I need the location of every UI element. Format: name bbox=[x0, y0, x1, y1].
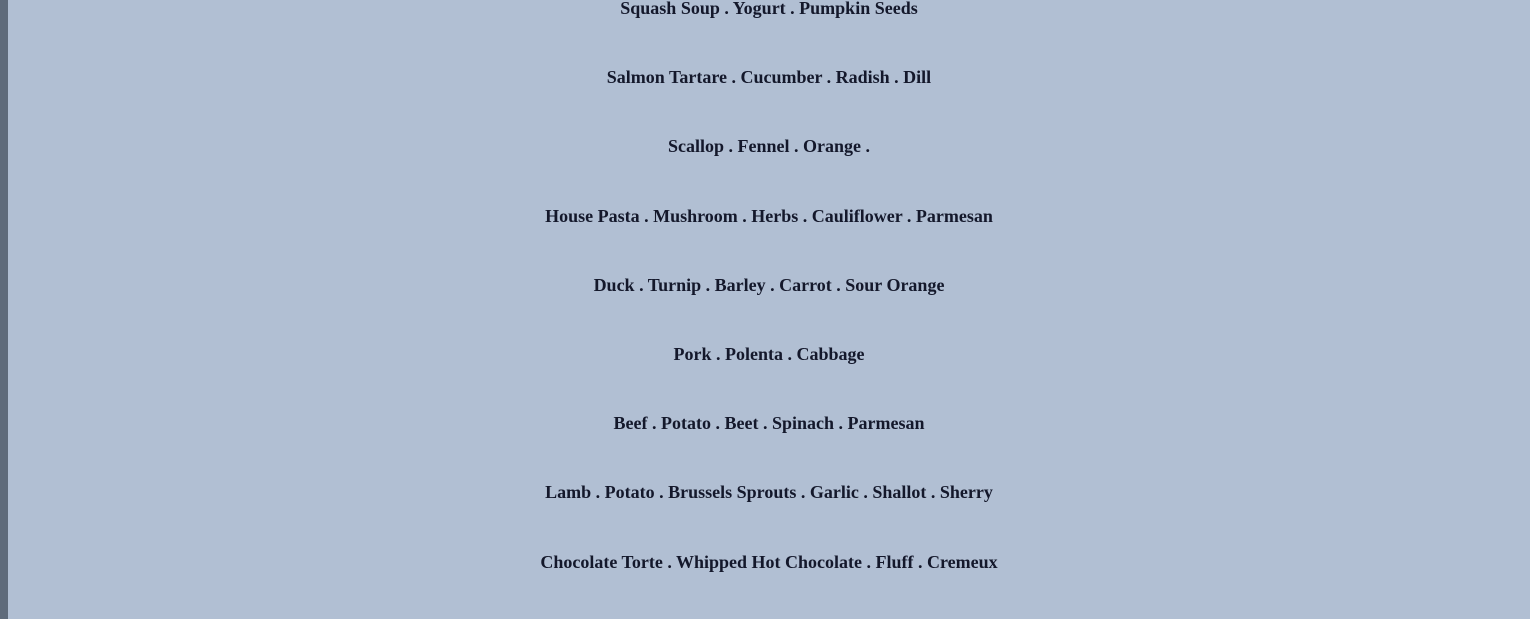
menu-item-pork: Pork . Polenta . Cabbage bbox=[673, 344, 865, 364]
menu-item-chocolate-torte: Chocolate Torte . Whipped Hot Chocolate . Fluff . Cremeux bbox=[540, 552, 998, 572]
menu-item-duck: Duck . Turnip . Barley . Carrot . Sour Orange bbox=[593, 275, 945, 295]
menu-item-lamb: Lamb . Potato . Brussels Sprouts . Garlic . Shallot . Sherry bbox=[545, 482, 993, 502]
menu-item-beef: Beef . Potato . Beet . Spinach . Parmesan bbox=[613, 413, 925, 433]
menu-item-salmon-tartare: Salmon Tartare . Cucumber . Radish . Dill bbox=[606, 67, 932, 87]
menu-item-squash-soup: Squash Soup . Yogurt . Pumpkin Seeds bbox=[620, 0, 918, 18]
menu-item-scallop: Scallop . Fennel . Orange . bbox=[668, 136, 870, 156]
menu-list bbox=[8, 0, 1530, 619]
left-edge-rail bbox=[0, 0, 8, 619]
menu-item-house-pasta: House Pasta . Mushroom . Herbs . Cauliflower . Parmesan bbox=[545, 206, 993, 226]
